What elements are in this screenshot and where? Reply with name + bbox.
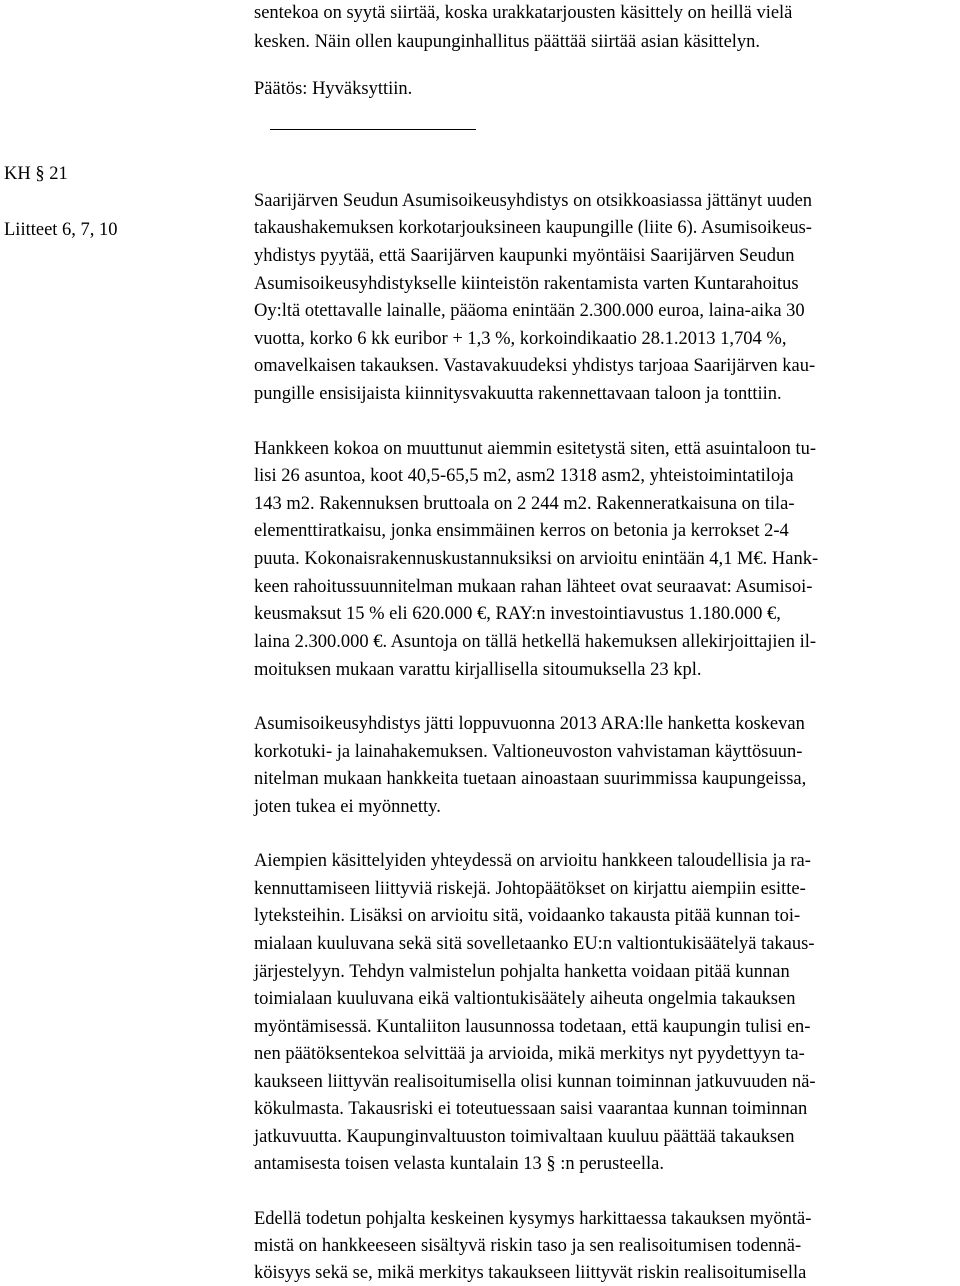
text-line: sentekoa on syytä siirtää, koska urakkatarjousten käsittely on heillä vielä	[254, 3, 793, 23]
text-line: Aiempien käsittelyiden yhteydessä on arvioitu hankkeen taloudellisia ja ra-	[254, 851, 811, 871]
text-line: köisyys sekä se, mikä merkitys takaukseen liittyvät riskin realisoitumisella	[254, 1263, 807, 1283]
text-line: lyteksteihin. Lisäksi on arvioitu sitä, voidaanko takausta pitää kunnan toi-	[254, 906, 801, 926]
text-line: myöntämisessä. Kuntaliiton lausunnossa todetaan, että kaupungin tulisi en-	[254, 1017, 811, 1037]
text-line: elementtiratkaisu, jonka ensimmäinen kerros on betonia ja kerrokset 2-4	[254, 521, 789, 541]
text-line: kennuttamiseen liittyviä riskejä. Johtopäätökset on kirjattu aiempiin esitte-	[254, 879, 806, 899]
text-line: vuotta, korko 6 kk euribor + 1,3 %, korkoindikaatio 28.1.2013 1,704 %,	[254, 329, 787, 349]
text-line: nen päätöksentekoa selvittää ja arvioida, mikä merkitys nyt pyydettyyn ta-	[254, 1044, 805, 1064]
section-divider	[270, 129, 476, 130]
text-line: joten tukea ei myönnetty.	[254, 797, 441, 817]
text-line: Edellä todetun pohjalta keskeinen kysymys harkittaessa takauksen myöntä-	[254, 1209, 812, 1229]
text-line: 143 m2. Rakennuksen bruttoala on 2 244 m2. Rakenneratkaisuna on tila-	[254, 494, 795, 514]
text-line: jatkuvuutta. Kaupunginvaltuuston toimivaltaan kuuluu päättää takauksen	[254, 1127, 795, 1147]
text-line: keusmaksut 15 % eli 620.000 €, RAY:n investointiavustus 1.180.000 €,	[254, 604, 781, 624]
text-line: keen rahoitussuunnitelman mukaan rahan lähteet ovat seuraavat: Asumisoi-	[254, 577, 813, 597]
text-line: antamisesta toisen velasta kuntalain 13 § :n perusteella.	[254, 1154, 664, 1174]
text-line: nitelman mukaan hankkeita tuetaan ainoastaan suurimmissa kaupungeissa,	[254, 769, 807, 789]
attachments-label: Liitteet 6, 7, 10	[4, 220, 118, 240]
text-line: omavelkaisen takauksen. Vastavakuudeksi yhdistys tarjoaa Saarijärven kau-	[254, 356, 816, 376]
text-line: mialaan kuuluvana sekä sitä sovelletaanko EU:n valtiontukisäätelyä takaus-	[254, 934, 815, 954]
text-line: laina 2.300.000 €. Asuntoja on tällä hetkellä hakemuksen allekirjoittajien il-	[254, 632, 817, 652]
text-line: kaukseen liittyvän realisoitumisella olisi kunnan toiminnan jatkuvuuden nä-	[254, 1072, 816, 1092]
text-line: Hankkeen kokoa on muuttunut aiemmin esitetystä siten, että asuintaloon tu-	[254, 439, 817, 459]
text-line: mistä on hankkeeseen sisältyvä riskin taso ja sen realisoitumisen todennä-	[254, 1236, 802, 1256]
text-line: Asumisoikeusyhdistykselle kiinteistön rakentamista varten Kuntarahoitus	[254, 274, 799, 294]
text-line: lisi 26 asuntoa, koot 40,5-65,5 m2, asm2 1318 asm2, yhteistoimintatiloja	[254, 466, 794, 486]
text-line: yhdistys pyytää, että Saarijärven kaupunki myöntäisi Saarijärven Seudun	[254, 246, 795, 266]
text-line: Oy:ltä otettavalle lainalle, pääoma enintään 2.300.000 euroa, laina-aika 30	[254, 301, 805, 321]
text-line: järjestelyyn. Tehdyn valmistelun pohjalta hanketta voidaan pitää kunnan	[254, 962, 790, 982]
decision-text: Päätös: Hyväksyttiin.	[254, 79, 413, 99]
text-line: korkotuki- ja lainahakemuksen. Valtioneuvoston vahvistaman käyttösuun-	[254, 742, 803, 762]
text-line: kökulmasta. Takausriski ei toteutuessaan saisi vaarantaa kunnan toiminnan	[254, 1099, 808, 1119]
text-line: Saarijärven Seudun Asumisoikeusyhdistys on otsikkoasiassa jättänyt uuden	[254, 191, 813, 211]
text-line: kesken. Näin ollen kaupunginhallitus päättää siirtää asian käsittelyn.	[254, 32, 761, 52]
text-line: Asumisoikeusyhdistys jätti loppuvuonna 2013 ARA:lle hanketta koskevan	[254, 714, 805, 734]
section-number: KH § 21	[4, 164, 68, 184]
text-line: takaushakemuksen korkotarjouksineen kaupungille (liite 6). Asumisoikeus-	[254, 218, 812, 238]
text-line: puuta. Kokonaisrakennuskustannuksiksi on arvioitu enintään 4,1 M€. Hank-	[254, 549, 819, 569]
text-line: pungille ensisijaista kiinnitysvakuutta rakennettavaan taloon ja tonttiin.	[254, 384, 782, 404]
text-line: moituksen mukaan varattu kirjallisella sitoumuksella 23 kpl.	[254, 660, 702, 680]
text-line: toimialaan kuuluvana eikä valtiontukisäätely aiheuta ongelmia takauksen	[254, 989, 796, 1009]
